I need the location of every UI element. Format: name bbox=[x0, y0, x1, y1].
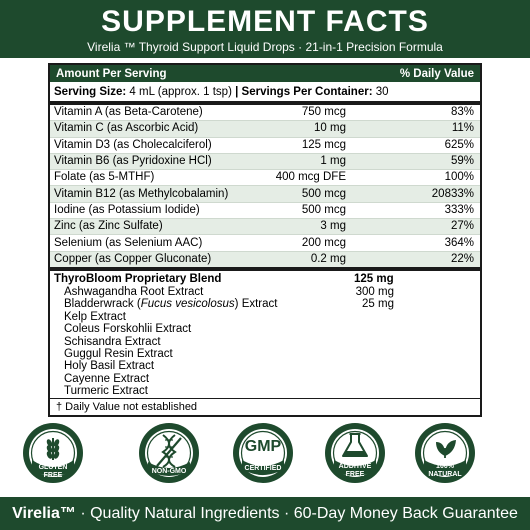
nutrient-name: Vitamin B6 (as Pyridoxine HCl) bbox=[50, 153, 242, 169]
natural-badge bbox=[414, 422, 476, 488]
serving-size-value: 4 mL (approx. 1 tsp) bbox=[129, 85, 232, 98]
blend-ingredient bbox=[54, 348, 476, 360]
nutrient-amount: 3 mg bbox=[242, 219, 350, 235]
nutrient-daily-value: 11% bbox=[350, 121, 480, 137]
serving-size-row bbox=[50, 82, 480, 105]
nutrient-row bbox=[50, 170, 480, 186]
header-band bbox=[0, 0, 530, 58]
blend-ingredient-amount: 300 mg bbox=[355, 285, 394, 298]
nutrient-amount: 500 mcg bbox=[242, 186, 350, 202]
blend-name: ThyroBloom Proprietary Blend bbox=[54, 272, 222, 285]
gmp-text: GMP bbox=[244, 438, 282, 455]
nutrient-row bbox=[50, 202, 480, 218]
badge-label bbox=[138, 468, 200, 476]
footer-brand: Virelia™ bbox=[12, 505, 76, 522]
ingredient-name-text: Ashwagandha Root Extract bbox=[64, 285, 204, 298]
nutrient-daily-value: 22% bbox=[350, 251, 480, 267]
page-title: SUPPLEMENT FACTS bbox=[101, 5, 429, 38]
ingredient-name-suffix: ) Extract bbox=[234, 298, 278, 311]
nutrient-row bbox=[50, 235, 480, 251]
nutrient-name: Vitamin D3 (as Cholecalciferol) bbox=[50, 137, 242, 153]
additive-free-badge bbox=[324, 422, 386, 488]
footnote: † Daily Value not established bbox=[50, 398, 480, 415]
badge-line-1: 100% bbox=[436, 463, 454, 470]
amount-per-serving-bar bbox=[50, 65, 480, 82]
nutrient-name: Folate (as 5-MTHF) bbox=[50, 170, 242, 186]
blend-ingredient-name bbox=[54, 336, 354, 348]
badge-label bbox=[324, 463, 386, 479]
blend-ingredient bbox=[54, 336, 476, 348]
blend-ingredient-name bbox=[54, 385, 354, 397]
blend-ingredient bbox=[54, 373, 476, 385]
nutrient-amount: 1 mg bbox=[242, 153, 350, 169]
nutrient-row bbox=[50, 153, 480, 169]
badge-line-1: CERTIFIED bbox=[244, 465, 282, 472]
daily-value-label: % Daily Value bbox=[399, 67, 474, 80]
nutrient-amount: 200 mcg bbox=[242, 235, 350, 251]
nutrient-name: Vitamin C (as Ascorbic Acid) bbox=[50, 121, 242, 137]
blend-ingredient-amount bbox=[354, 348, 394, 360]
badge-line-1: ADDITIVE bbox=[338, 463, 372, 470]
nutrient-row bbox=[50, 121, 480, 137]
badge-line-2: NATURAL bbox=[428, 471, 462, 478]
blend-ingredient-amount bbox=[354, 385, 394, 397]
nutrient-daily-value: 333% bbox=[350, 202, 480, 218]
nutrient-name: Copper (as Copper Gluconate) bbox=[50, 251, 242, 267]
blend-ingredient bbox=[54, 298, 476, 310]
nutrient-daily-value: 83% bbox=[350, 105, 480, 121]
nutrient-name: Vitamin A (as Beta-Carotene) bbox=[50, 105, 242, 121]
blend-ingredient-amount bbox=[354, 311, 394, 323]
blend-ingredient-name bbox=[54, 286, 354, 298]
gluten-free-badge bbox=[22, 422, 84, 488]
nutrient-amount: 400 mcg DFE bbox=[242, 170, 350, 186]
nutrient-name: Selenium (as Selenium AAC) bbox=[50, 235, 242, 251]
blend-ingredient-name bbox=[54, 373, 354, 385]
proprietary-blend bbox=[50, 271, 480, 398]
nutrient-amount: 125 mcg bbox=[242, 137, 350, 153]
badge-line-1: NON-GMO bbox=[151, 468, 187, 475]
blend-ingredient-name bbox=[54, 311, 354, 323]
nutrient-amount: 500 mcg bbox=[242, 202, 350, 218]
blend-ingredient-amount bbox=[354, 360, 394, 372]
nutrient-amount: 0.2 mg bbox=[242, 251, 350, 267]
nutrient-name: Iodine (as Potassium Iodide) bbox=[50, 202, 242, 218]
blend-ingredient bbox=[54, 360, 476, 372]
blend-ingredient-name bbox=[54, 298, 354, 310]
servings-value: 30 bbox=[375, 85, 389, 98]
footer-band bbox=[0, 497, 530, 530]
badge-line-2: FREE bbox=[345, 471, 365, 478]
blend-ingredient bbox=[54, 323, 476, 335]
badge-line-1: GLUTEN bbox=[38, 464, 68, 471]
ingredient-name-text: Holy Basil Extract bbox=[64, 360, 155, 373]
blend-ingredient-amount bbox=[354, 336, 394, 348]
badge-row bbox=[0, 422, 530, 492]
nutrient-row bbox=[50, 137, 480, 153]
nutrient-daily-value: 59% bbox=[350, 153, 480, 169]
servings-label: | Servings Per Container: bbox=[235, 85, 373, 98]
badge-label bbox=[22, 464, 84, 480]
nutrient-daily-value: 625% bbox=[350, 137, 480, 153]
blend-amount: 125 mg bbox=[354, 272, 394, 285]
nutrient-row bbox=[50, 219, 480, 235]
blend-ingredient bbox=[54, 385, 476, 397]
blend-ingredient-amount: 25 mg bbox=[362, 298, 394, 311]
nutrient-row bbox=[50, 105, 480, 121]
ingredient-name-text: Cayenne Extract bbox=[64, 372, 150, 385]
blend-ingredient-amount bbox=[354, 323, 394, 335]
blend-ingredient bbox=[54, 311, 476, 323]
nutrient-row bbox=[50, 251, 480, 267]
serving-size-label: Serving Size: bbox=[54, 85, 127, 98]
gmp-certified-badge bbox=[232, 422, 294, 488]
blend-ingredient-amount bbox=[354, 373, 394, 385]
footer-tagline: · Quality Natural Ingredients · 60-Day Money Back Guarantee bbox=[75, 505, 518, 522]
blend-ingredient-name bbox=[54, 348, 354, 360]
ingredient-name-text: Kelp Extract bbox=[64, 310, 126, 323]
ingredient-name-text: Coleus Forskohlii Extract bbox=[64, 323, 192, 336]
page-subtitle: Virelia ™ Thyroid Support Liquid Drops · 21-in-1 Precision Formula bbox=[87, 40, 443, 54]
ingredient-name-text: Bladderwrack ( bbox=[64, 298, 141, 311]
blend-ingredient-name bbox=[54, 323, 354, 335]
nutrient-daily-value: 100% bbox=[350, 170, 480, 186]
nutrient-amount: 10 mg bbox=[242, 121, 350, 137]
badge-label bbox=[232, 465, 294, 473]
nutrient-daily-value: 27% bbox=[350, 219, 480, 235]
ingredient-latin-name: Fucus vesicolosus bbox=[140, 298, 235, 311]
nutrient-row bbox=[50, 186, 480, 202]
nutrient-daily-value: 364% bbox=[350, 235, 480, 251]
nutrient-name: Vitamin B12 (as Methylcobalamin) bbox=[50, 186, 242, 202]
badge-label bbox=[414, 463, 476, 479]
amount-label: Amount Per Serving bbox=[56, 67, 167, 80]
nutrient-table bbox=[50, 105, 480, 267]
non-gmo-badge bbox=[138, 422, 200, 488]
nutrient-amount: 750 mcg bbox=[242, 105, 350, 121]
badge-line-2: FREE bbox=[43, 472, 63, 479]
ingredient-name-text: Schisandra Extract bbox=[64, 335, 161, 348]
nutrient-name: Zinc (as Zinc Sulfate) bbox=[50, 219, 242, 235]
ingredient-name-text: Turmeric Extract bbox=[64, 385, 148, 398]
blend-ingredient-name bbox=[54, 360, 354, 372]
blend-ingredient bbox=[54, 286, 476, 298]
supplement-facts-panel bbox=[48, 63, 482, 417]
nutrient-daily-value: 20833% bbox=[350, 186, 480, 202]
ingredient-name-text: Guggul Resin Extract bbox=[64, 348, 173, 360]
blend-header bbox=[54, 273, 476, 286]
